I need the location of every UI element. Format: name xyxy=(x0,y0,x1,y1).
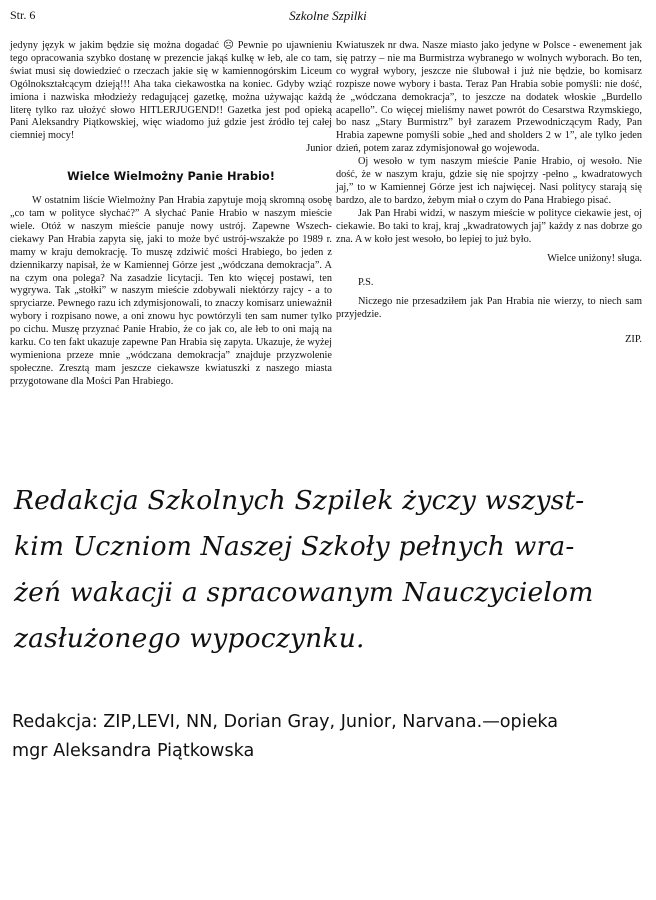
credits-line: Redakcja: ZIP,LEVI, NN, Dorian Gray, Junior, Narvana.—opieka xyxy=(12,712,559,732)
article-paragraph: W ostatnim liście Wielmożny Pan Hrabia zapytuje moją skromną osobę „co tam w polityce słychać?” A słychać Panie Hrabio w naszym mieście wiele. Otóż w naszym mieście panuje nowy ustrój. Zapewne Wszech- ciekawy Pan Hrabia zapyta się, jaki to może być ustrój-wszakże po 1989 r. mamy w kraju demokrację. To muszę zdziwić mości Hrabiego, bo jeden z dziennikarzy napisał, że w Kamiennej Górze jest „wódczana demokracja”. A na czym ona polega? Na zasadzie licytacji. Ten kto więcej postawi, ten wygrywa. Tak „stołki” w naszym mieście zdobywali niektórzy rajcy - a to spryciarze. Pewnego razu ich zdymisjonowali, to znaczy komisarz unieważnił wybory i rozpisano nowe, a oni znowu hyc powtórzyli ten sam numer tylko po cichu. Muszę przyznać Panie Hrabio, że co jak co, ale łeb to oni mają na karku. Co ten fakt ukazuje zapewne Pan Hrabia się zapyta. Ukazuje, że wyżej wymieniona przeze mnie „wódczana demokracja” znajduje przyzwolenie społeczne. Zresztą mam jeszcze ciekawsze kwiatuszki z naszego miasta przygotowane dla Mości Pan Hrabiego. xyxy=(10,195,332,387)
editorial-credits xyxy=(12,708,642,766)
intro-paragraph: jedyny język w jakim będzie się można dogadać ☹ Pewnie po ujawnieniu tego opracowania szybko dostanę w prezencie jakąś kulkę w łeb, ale co tam, świat musi się dowiedzieć o rzeczach jakie się w kamiennogórskim Liceum Ogólnokształcącym dzieją!!! Aha taka ciekawostka na koniec. Gdyby wziąć imiona i nazwiska młodzieży redagującej gazetkę, można używając każdą literę tylko raz ułożyć słowo HITLERJUGEND!! Gazetka jest pod opieką Pani Aleksandry Piątkowskiej, więc wiadomo już gdzie jest źródło tej całej ciemniej mocy! xyxy=(10,40,332,142)
wish-line: zasłużonego wypoczynku. xyxy=(14,623,365,654)
closing-line: Wielce uniżony! sługa. xyxy=(547,252,642,264)
right-column xyxy=(336,40,642,347)
holiday-wishes xyxy=(14,478,640,662)
article-signature: ZIP. xyxy=(625,334,642,346)
article-paragraph-4: Jak Pan Hrabi widzi, w naszym mieście w polityce ciekawie jest, oj ciekawie. Bo taki to kraj, kraj „kwadratowych jaj” każdy z nas dobrze go zna. A w koło jest wesoło, bo lepiej to już było. xyxy=(336,207,642,245)
wish-line: żeń wakacji a spracowanym Nauczycielom xyxy=(14,577,594,608)
intro-signature: Junior xyxy=(306,143,332,155)
credits-line: mgr Aleksandra Piątkowska xyxy=(12,741,255,761)
left-column xyxy=(10,40,332,389)
article-title: Wielce Wielmożny Panie Hrabio! xyxy=(67,169,275,184)
ps-text: Niczego nie przesadziłem jak Pan Hrabia nie wierzy, to niech sam przyjedzie. xyxy=(336,296,642,321)
article-paragraph-2: Kwiatuszek nr dwa. Nasze miasto jako jedyne w Polsce - ewenement jak się patrzy – nie ma Burmistrza wybranego w wolnych wyborach. Bo ten, co wygrał wybory, jeszcze nie ślubował i już nie będzie, bo komisarz rozpisze nowe wybory i basta. Teraz Pan Hrabia sobie pomyśli: nie dość, że „wódczana demokracja”, to jeszcze na dodatek włoskie „Burdello acapello”. Co więcej mieliśmy nawet powrót do Cesarstwa Rzymskiego, bo nasz „Stary Burmistrz” był zarazem Przewodniczącym Rady, Pan Hrabia zapewne pomyśli sobie „hed and sholders 2 w 1”, ale tylko jeden dzień, potem zaraz zdymisjonował go wojewoda. xyxy=(336,40,642,155)
wish-line: Redakcja Szkolnych Szpilek życzy wszyst- xyxy=(14,485,585,516)
wish-line: kim Uczniom Naszej Szkoły pełnych wra- xyxy=(14,531,575,562)
page-number: Str. 6 xyxy=(10,8,36,22)
publication-title: Szkolne Szpilki xyxy=(289,8,367,23)
ps-label: P.S. xyxy=(358,277,374,289)
article-paragraph-3: Oj wesoło w tym naszym mieście Panie Hrabio, oj wesoło. Nie dość, że w naszym kraju, gdzie się nie spojrzy -pełno „ kwadratowych jaj,” to w Kamiennej Górze jest ich najwięcej. Nasi politycy starają się bardzo, ale to bardzo, żebym miał o czym do Pana Hrabiego pisać. xyxy=(336,156,642,206)
